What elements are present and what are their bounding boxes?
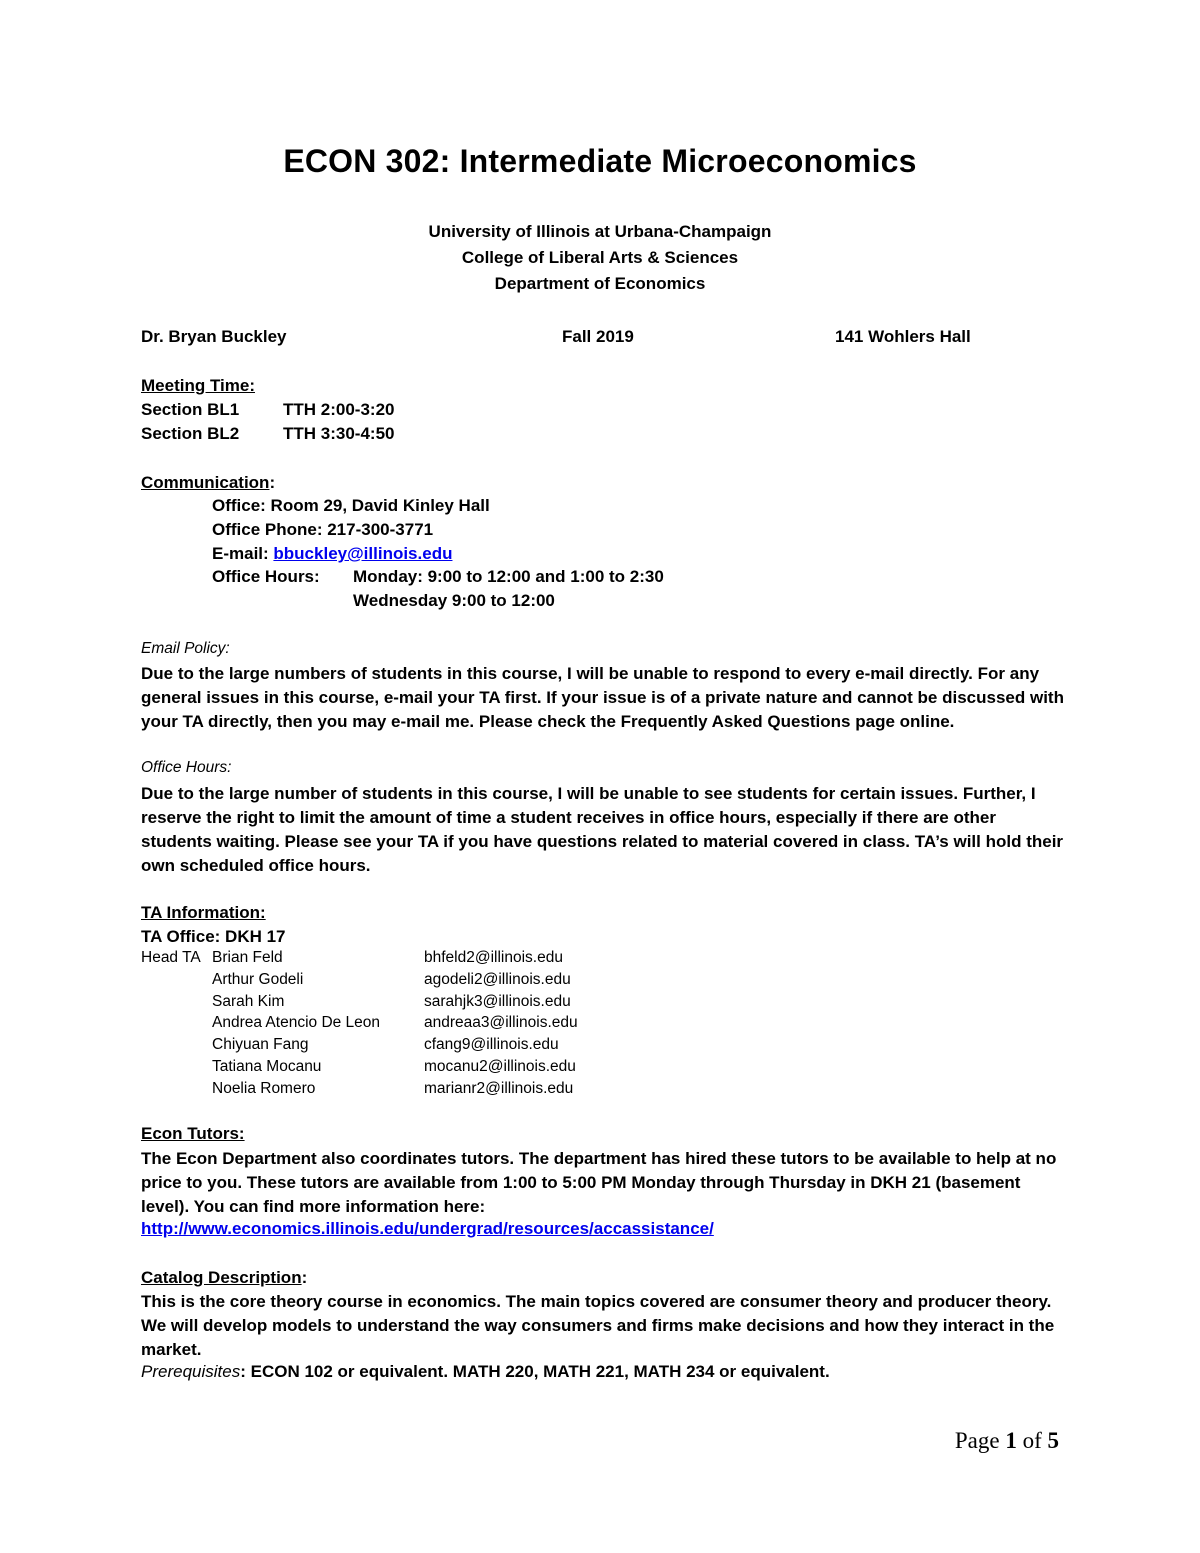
tutors-info-link[interactable]: http://www.economics.illinois.edu/undergrad/resources/accassistance/: [141, 1219, 714, 1238]
class-location: 141 Wohlers Hall: [835, 327, 971, 346]
ta-name: Brian Feld: [212, 949, 283, 966]
office-location: Office: Room 29, David Kinley Hall: [212, 496, 490, 515]
catalog-heading: [141, 1268, 307, 1288]
prerequisites-line: [141, 1362, 830, 1382]
meeting-heading: Meeting Time:: [141, 376, 255, 395]
communication-heading-text: Communication: [141, 473, 270, 492]
office-phone: Office Phone: 217-300-3771: [212, 520, 434, 539]
section-name: Section BL1: [141, 400, 240, 419]
communication-heading-colon: :: [269, 473, 276, 492]
college-name: College of Liberal Arts & Sciences: [461, 248, 739, 267]
page-word: Page: [954, 1428, 1006, 1453]
ta-name: Noelia Romero: [212, 1080, 316, 1097]
tutors-link-line: [141, 1219, 714, 1239]
office-hours-label: Office Hours:: [212, 567, 320, 586]
term: Fall 2019: [562, 327, 634, 346]
page-number-footer: [955, 1428, 1059, 1454]
office-hours-line-1: Monday: 9:00 to 12:00 and 1:00 to 2:30: [353, 567, 664, 586]
ta-email: bhfeld2@illinois.edu: [424, 949, 563, 966]
tutors-heading: Econ Tutors:: [141, 1124, 245, 1143]
ta-email: agodeli2@illinois.edu: [424, 971, 571, 988]
page-current: 1: [1005, 1428, 1017, 1453]
prerequisites-text: : ECON 102 or equivalent. MATH 220, MATH 221, MATH 234 or equivalent.: [240, 1362, 830, 1381]
page-of-word: of: [1016, 1428, 1048, 1453]
course-title: ECON 302: Intermediate Microeconomics: [283, 143, 917, 179]
department-name: Department of Economics: [494, 274, 706, 293]
ta-name: Andrea Atencio De Leon: [212, 1014, 381, 1031]
head-ta-label: Head TA: [141, 949, 201, 966]
section-name: Section BL2: [141, 424, 240, 443]
ta-email: marianr2@illinois.edu: [424, 1080, 574, 1097]
email-policy-heading: Email Policy:: [141, 640, 230, 657]
ta-name: Sarah Kim: [212, 993, 285, 1010]
instructor-email-link[interactable]: bbuckley@illinois.edu: [273, 544, 453, 563]
page-total: 5: [1047, 1428, 1059, 1453]
ta-name: Tatiana Mocanu: [212, 1058, 322, 1075]
email-line: [212, 544, 452, 564]
ta-info-heading: TA Information:: [141, 903, 266, 922]
communication-heading: [141, 473, 275, 493]
ta-email: cfang9@illinois.edu: [424, 1036, 559, 1053]
ta-office: TA Office: DKH 17: [141, 927, 286, 946]
email-policy-text: Due to the large numbers of students in this course, I will be unable to respond to every e-mail directly. For any general issues in this course, e-mail your TA first. If your issue is of a private nature and cannot be discussed with your TA directly, then you may e-mail me. Please check the Frequently Asked Questions page online.: [141, 664, 1064, 731]
section-time: TTH 2:00-3:20: [283, 400, 395, 419]
office-hours-policy-text: Due to the large number of students in this course, I will be unable to see students for certain issues. Further, I reserve the right to limit the amount of time a student receives in office hours, especially if there are other students waiting. Please see your TA if you have questions related to material covered in class. TA’s will hold their own scheduled office hours.: [141, 784, 1064, 875]
ta-email: mocanu2@illinois.edu: [424, 1058, 576, 1075]
office-hours-line-2: Wednesday 9:00 to 12:00: [353, 591, 555, 610]
university-name: University of Illinois at Urbana-Champaign: [428, 222, 772, 241]
ta-name: Chiyuan Fang: [212, 1036, 309, 1053]
catalog-heading-colon: :: [301, 1268, 308, 1287]
prerequisites-label: Prerequisites: [141, 1362, 241, 1381]
section-time: TTH 3:30-4:50: [283, 424, 395, 443]
ta-email: sarahjk3@illinois.edu: [424, 993, 571, 1010]
ta-email: andreaa3@illinois.edu: [424, 1014, 578, 1031]
catalog-text: This is the core theory course in economics. The main topics covered are consumer theory and producer theory. We will develop models to understand the way consumers and firms make decisions and how they interact in the market.: [141, 1292, 1055, 1359]
email-label: E-mail:: [212, 544, 274, 563]
ta-name: Arthur Godeli: [212, 971, 304, 988]
catalog-heading-text: Catalog Description: [141, 1268, 302, 1287]
instructor-name: Dr. Bryan Buckley: [141, 327, 287, 346]
office-hours-policy-heading: Office Hours:: [141, 759, 232, 776]
tutors-text: The Econ Department also coordinates tutors. The department has hired these tutors to be available to help at no price to you. These tutors are available from 1:00 to 5:00 PM Monday through Thursday in DKH 21 (basement level). You can find more information here:: [141, 1149, 1057, 1216]
